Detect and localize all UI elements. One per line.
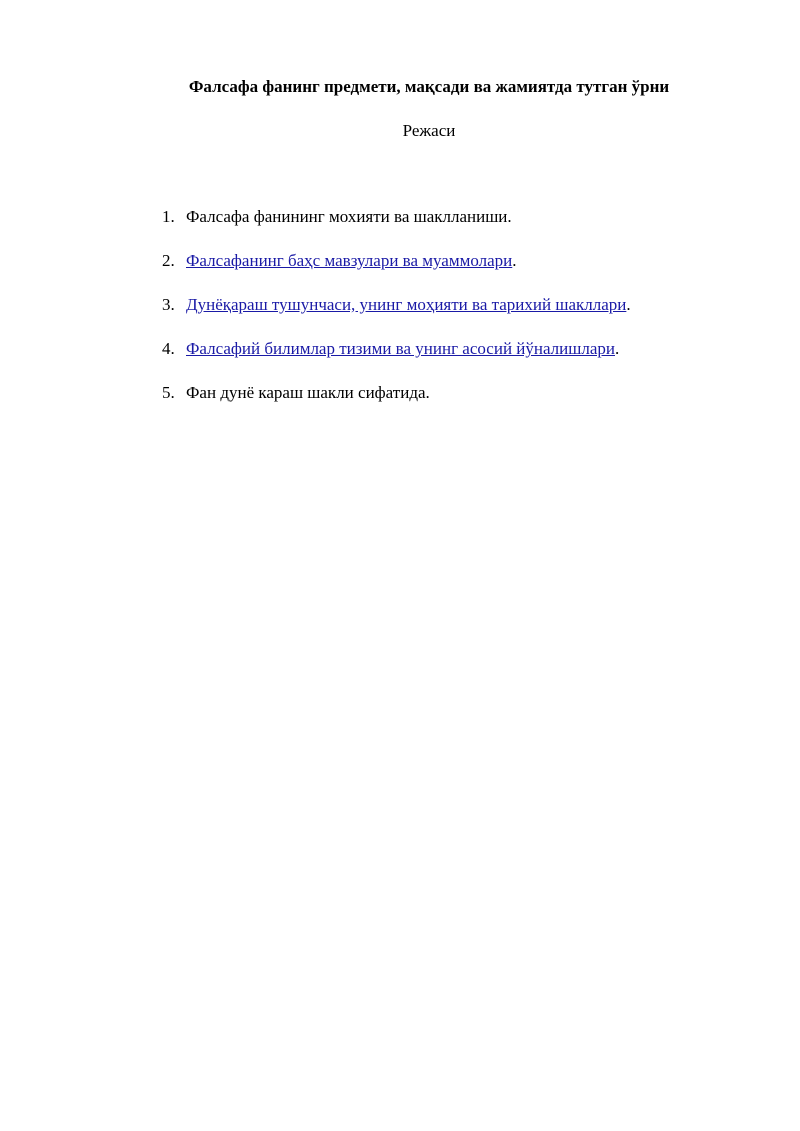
outline-item [162,250,762,272]
item-text: Фалсафа фанининг мохияти ва шаклланиши. [186,207,512,226]
item-number: 1. [162,207,175,226]
item-number: 2. [162,251,175,270]
item-number: 3. [162,295,175,314]
outline-item [162,382,762,404]
item-suffix: . [626,295,631,314]
item-link[interactable]: Фалсафанинг баҳс мавзулари ва муаммолари [186,251,513,270]
item-link[interactable]: Дунёқараш тушунчаси, унинг моҳияти ва тарихий шакллари [186,295,627,314]
document-subtitle: Режаси [402,121,456,140]
item-number: 4. [162,339,175,358]
item-suffix: . [512,251,517,270]
outline-list [162,206,762,426]
item-link[interactable]: Фалсафий билимлар тизими ва унинг асосий йўналишлари [186,339,615,358]
outline-item [162,206,762,228]
outline-item [162,338,762,360]
item-suffix: . [614,339,620,358]
document-title: Фалсафа фанинг предмети, мақсади ва жамиятда тутган ўрни [188,77,670,96]
outline-item [162,294,762,316]
item-number: 5. [162,383,175,402]
item-text: Фан дунё караш шакли сифатида. [186,383,430,402]
